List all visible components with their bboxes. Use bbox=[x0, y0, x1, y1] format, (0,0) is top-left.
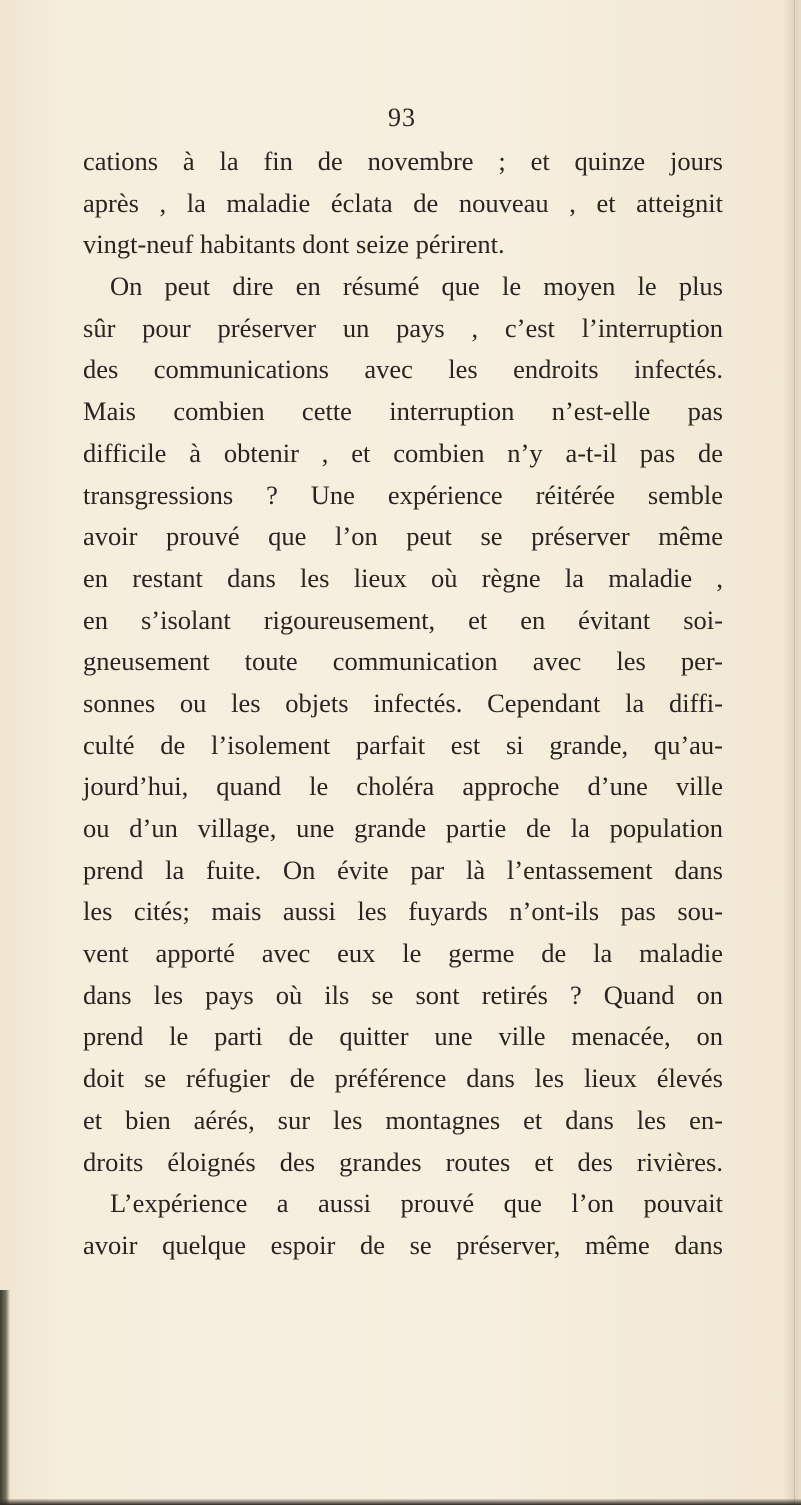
text-line: vingt-neuf habitants dont seize périrent. bbox=[83, 229, 505, 260]
text-line: ou d’un village, une grande partie de la population bbox=[83, 813, 723, 843]
text-line: avoir prouvé que l’on peut se préserver même bbox=[83, 521, 723, 552]
text-line: avoir quelque espoir de se préserver, même dans bbox=[83, 1229, 723, 1260]
page-edge-shadow bbox=[783, 0, 801, 1505]
bottom-edge-shadow bbox=[0, 1499, 801, 1505]
body-text bbox=[83, 141, 723, 1267]
text-line: en s’isolant rigoureusement, et en évitant soi- bbox=[83, 604, 723, 635]
text-line: prend le parti de quitter une ville menacée, on bbox=[83, 1021, 723, 1052]
text-line: après , la maladie éclata de nouveau , et atteignit bbox=[83, 187, 723, 218]
text-line: sûr pour préserver un pays , c’est l’interruption bbox=[83, 312, 723, 343]
text-line: des communications avec les endroits infectés. bbox=[83, 354, 723, 385]
text-line: doit se réfugier de préférence dans les lieux élevés bbox=[83, 1063, 723, 1094]
page-edge-line bbox=[794, 0, 795, 1505]
text-line: gneusement toute communication avec les per- bbox=[83, 646, 723, 677]
page-number: 93 bbox=[388, 103, 416, 132]
text-line: droits éloignés des grandes routes et des rivières. bbox=[83, 1146, 723, 1177]
text-line: cations à la fin de novembre ; et quinze jours bbox=[83, 146, 723, 176]
text-line: culté de l’isolement parfait est si grande, qu’au- bbox=[83, 729, 723, 760]
text-line: On peut dire en résumé que le moyen le plus bbox=[110, 271, 723, 302]
binding-spine-shadow bbox=[0, 1290, 10, 1505]
text-line: les cités; mais aussi les fuyards n’ont-ils pas sou- bbox=[83, 896, 723, 927]
text-line: et bien aérés, sur les montagnes et dans les en- bbox=[83, 1104, 723, 1135]
text-line: vent apporté avec eux le germe de la maladie bbox=[83, 938, 723, 969]
text-line: sonnes ou les objets infectés. Cependant la diffi- bbox=[83, 687, 723, 718]
text-line: transgressions ? Une expérience réitérée semble bbox=[83, 479, 723, 510]
text-line: prend la fuite. On évite par là l’entassement dans bbox=[83, 854, 723, 885]
text-line: Mais combien cette interruption n’est-elle pas bbox=[83, 396, 723, 427]
text-line: en restant dans les lieux où règne la maladie , bbox=[83, 562, 723, 593]
text-line: dans les pays où ils se sont retirés ? Quand on bbox=[83, 979, 723, 1010]
text-line: difficile à obtenir , et combien n’y a-t-il pas de bbox=[83, 437, 723, 468]
text-line: jourd’hui, quand le choléra approche d’une ville bbox=[83, 771, 723, 802]
text-line: L’expérience a aussi prouvé que l’on pouvait bbox=[110, 1188, 723, 1219]
